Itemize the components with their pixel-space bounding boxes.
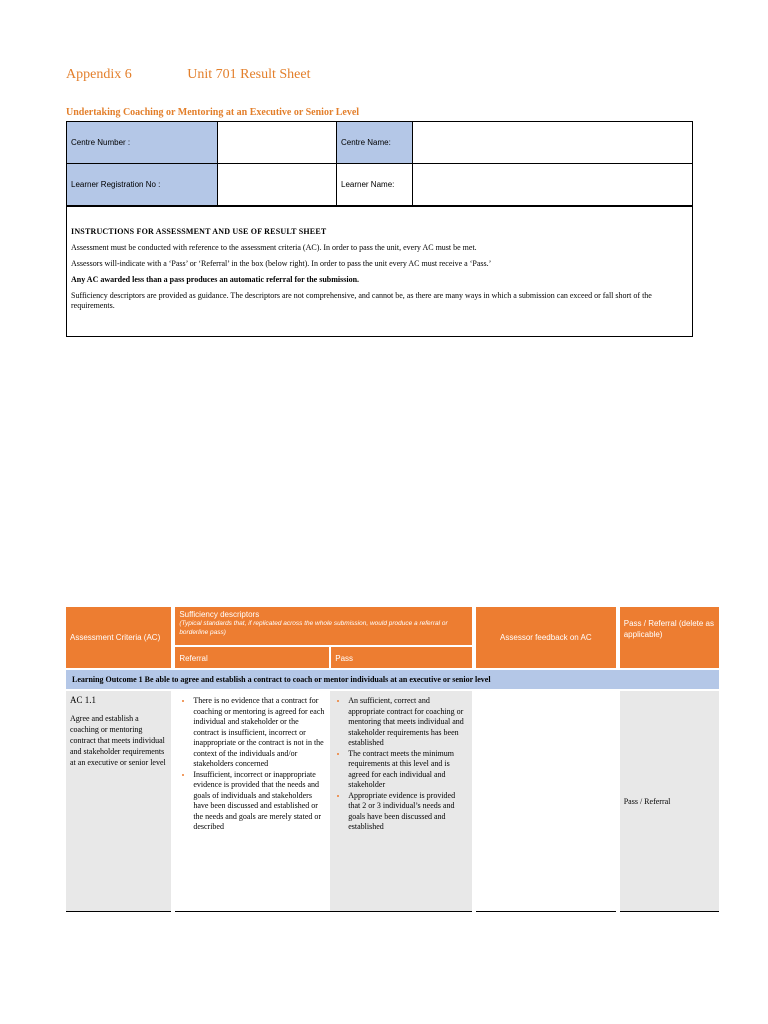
instructions-heading: INSTRUCTIONS FOR ASSESSMENT AND USE OF RESULT SHEET: [71, 227, 327, 236]
table-row: [66, 607, 719, 646]
page-title: [66, 67, 311, 83]
learner-reg-field[interactable]: [218, 164, 337, 206]
table-row: [66, 690, 719, 912]
sufficiency-note: (Typical standards that, if replicated across the whole submission, would produce a referral or borderline pass): [179, 620, 448, 636]
table-row: [67, 122, 693, 164]
learner-name-field[interactable]: [413, 164, 693, 206]
feedback-field[interactable]: [474, 690, 618, 912]
learner-name-label: Learner Name:: [337, 164, 413, 206]
centre-number-label: Centre Number :: [67, 122, 218, 164]
learning-outcome: Learning Outcome 1 Be able to agree and establish a contract to coach or mentor individuals at an executive or senior level: [66, 669, 719, 690]
col-header-pass: Pass: [330, 646, 474, 669]
pass-cell: [330, 690, 474, 912]
centre-name-field[interactable]: [413, 122, 693, 164]
col-header-result: Pass / Referral (delete as applicable): [618, 607, 719, 669]
col-header-assessment: Assessment Criteria (AC): [66, 607, 173, 669]
learner-reg-label: Learner Registration No :: [67, 164, 218, 206]
list-item: • There is no evidence that a contract for coaching or mentoring is agreed for each individual and stakeholder or the contract is insufficient, incorrect or inappropriate or the contract is not in the context of the individuals and/or stakeholders concerned: [193, 696, 326, 770]
instructions-para: Assessment must be conducted with reference to the assessment criteria (AC). In order to pass the unit, every AC must be met.: [71, 243, 477, 252]
unit-title: Unit 701 Result Sheet: [187, 67, 311, 82]
ac-code: AC 1.1: [70, 695, 97, 705]
list-item: • The contract meets the minimum requirements at this level and is agreed for each individual and stakeholder: [348, 749, 468, 791]
table-row: [66, 669, 719, 690]
result-field[interactable]: Pass / Referral: [618, 690, 719, 912]
centre-info-table: [66, 121, 693, 206]
centre-name-label: Centre Name:: [337, 122, 413, 164]
appendix-label: Appendix 6: [66, 67, 132, 82]
unit-subtitle: Undertaking Coaching or Mentoring at an Executive or Senior Level: [66, 107, 360, 118]
list-item: • Appropriate evidence is provided that 2 or 3 individual’s needs and goals have been discussed and established: [348, 791, 468, 833]
ac-cell: [66, 690, 173, 912]
col-header-referral: Referral: [173, 646, 330, 669]
list-item: • Insufficient, incorrect or inappropriate evidence is provided that the needs and goals of individuals and stakeholders have been discussed and established or the needs and goals are merely stated or described: [193, 770, 326, 833]
instructions-para: Any AC awarded less than a pass produces an automatic referral for the submission.: [71, 275, 360, 284]
instructions-para: Assessors will-indicate with a ‘Pass’ or ‘Referral’ in the box (below right). In order to pass the unit every AC must receive a ‘Pass.’: [71, 259, 492, 268]
ac-text: Agree and establish a coaching or mentoring contract that meets individual and stakeholder requirements at an executive or senior level: [70, 714, 166, 767]
table-row: [67, 164, 693, 206]
sufficiency-title: Sufficiency descriptors: [179, 610, 260, 619]
list-item: • An sufficient, correct and appropriate contract for coaching or mentoring that meets individual and stakeholder requirements has been established: [348, 696, 468, 749]
col-header-feedback: Assessor feedback on AC: [474, 607, 618, 669]
instructions-box: [66, 206, 693, 337]
assessment-grid: [66, 607, 719, 912]
col-header-sufficiency: [173, 607, 474, 646]
centre-number-field[interactable]: [218, 122, 337, 164]
referral-cell: [173, 690, 330, 912]
instructions-para: Sufficiency descriptors are provided as guidance. The descriptors are not comprehensive, and cannot be, as there are many ways in which a submission can exceed or fall short of the requirements.: [71, 291, 652, 310]
